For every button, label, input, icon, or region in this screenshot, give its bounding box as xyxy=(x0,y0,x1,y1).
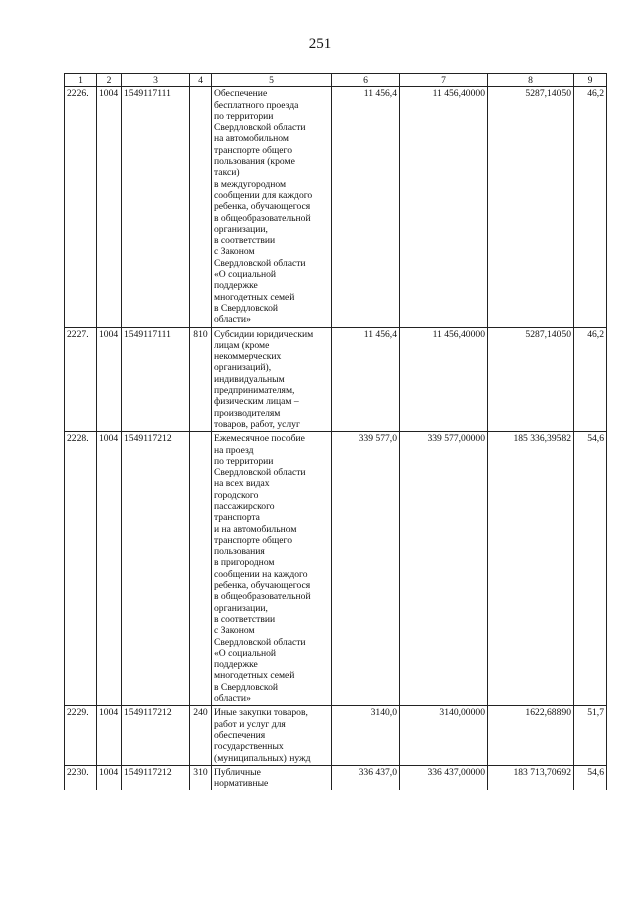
page-number: 251 xyxy=(308,36,332,52)
target-code: 1549117212 xyxy=(122,765,190,790)
plan-amount: 11 456,4 xyxy=(332,327,400,432)
column-header: 5 xyxy=(212,74,332,87)
row-number: 2227. xyxy=(65,327,97,432)
item-name: Обеспечение бесплатного проезда по территории Свердловской области на автомобильном транспорте общего пользования (кроме такси) в междугородном сообщении для каждого ребенка, обучающегося в общеобразовательной организации, в соответствии с Законом Свердловской области «О социальной поддержке многодетных семей в Свердловской области» xyxy=(212,87,332,327)
execution-percent: 46,2 xyxy=(574,87,607,327)
execution-percent: 51,7 xyxy=(574,706,607,765)
column-header: 8 xyxy=(488,74,574,87)
table-row xyxy=(65,706,607,765)
row-number: 2229. xyxy=(65,706,97,765)
plan-precise-amount: 11 456,40000 xyxy=(400,87,488,327)
expense-type xyxy=(190,432,212,706)
row-number: 2230. xyxy=(65,765,97,790)
column-header-row xyxy=(65,74,607,87)
column-header: 2 xyxy=(97,74,122,87)
row-number: 2226. xyxy=(65,87,97,327)
table-row xyxy=(65,432,607,706)
plan-amount: 336 437,0 xyxy=(332,765,400,790)
section-code: 1004 xyxy=(97,327,122,432)
table-row xyxy=(65,87,607,327)
item-name: Ежемесячное пособие на проезд по территории Свердловской области на всех видах городского пассажирского транспорта и на автомобильном транспорте общего пользования в пригородном сообщении на каждого ребенка, обучающегося в общеобразовательной организации, в соответствии с Законом Свердловской области «О социальной поддержке многодетных семей в Свердловской области» xyxy=(212,432,332,706)
column-header: 6 xyxy=(332,74,400,87)
plan-precise-amount: 3140,00000 xyxy=(400,706,488,765)
column-header: 4 xyxy=(190,74,212,87)
section-code: 1004 xyxy=(97,706,122,765)
execution-percent: 46,2 xyxy=(574,327,607,432)
column-header: 1 xyxy=(65,74,97,87)
executed-amount: 5287,14050 xyxy=(488,327,574,432)
budget-table xyxy=(64,73,607,790)
plan-precise-amount: 336 437,00000 xyxy=(400,765,488,790)
plan-amount: 339 577,0 xyxy=(332,432,400,706)
execution-percent: 54,6 xyxy=(574,432,607,706)
expense-type xyxy=(190,87,212,327)
column-header: 7 xyxy=(400,74,488,87)
item-name: Субсидии юридическим лицам (кроме некоммерческих организаций), индивидуальным предпринимателям, физическим лицам – производителям товаров, работ, услуг xyxy=(212,327,332,432)
plan-amount: 3140,0 xyxy=(332,706,400,765)
item-name: Публичные нормативные xyxy=(212,765,332,790)
target-code: 1549117212 xyxy=(122,432,190,706)
target-code: 1549117212 xyxy=(122,706,190,765)
expense-type: 310 xyxy=(190,765,212,790)
executed-amount: 5287,14050 xyxy=(488,87,574,327)
executed-amount: 1622,68890 xyxy=(488,706,574,765)
expense-type: 240 xyxy=(190,706,212,765)
executed-amount: 185 336,39582 xyxy=(488,432,574,706)
table-row xyxy=(65,765,607,790)
section-code: 1004 xyxy=(97,432,122,706)
target-code: 1549117111 xyxy=(122,87,190,327)
section-code: 1004 xyxy=(97,765,122,790)
column-header: 3 xyxy=(122,74,190,87)
target-code: 1549117111 xyxy=(122,327,190,432)
section-code: 1004 xyxy=(97,87,122,327)
plan-precise-amount: 339 577,00000 xyxy=(400,432,488,706)
column-header: 9 xyxy=(574,74,607,87)
table-row xyxy=(65,327,607,432)
item-name: Иные закупки товаров, работ и услуг для обеспечения государственных (муниципальных) нужд xyxy=(212,706,332,765)
expense-type: 810 xyxy=(190,327,212,432)
executed-amount: 183 713,70692 xyxy=(488,765,574,790)
row-number: 2228. xyxy=(65,432,97,706)
plan-amount: 11 456,4 xyxy=(332,87,400,327)
execution-percent: 54,6 xyxy=(574,765,607,790)
plan-precise-amount: 11 456,40000 xyxy=(400,327,488,432)
